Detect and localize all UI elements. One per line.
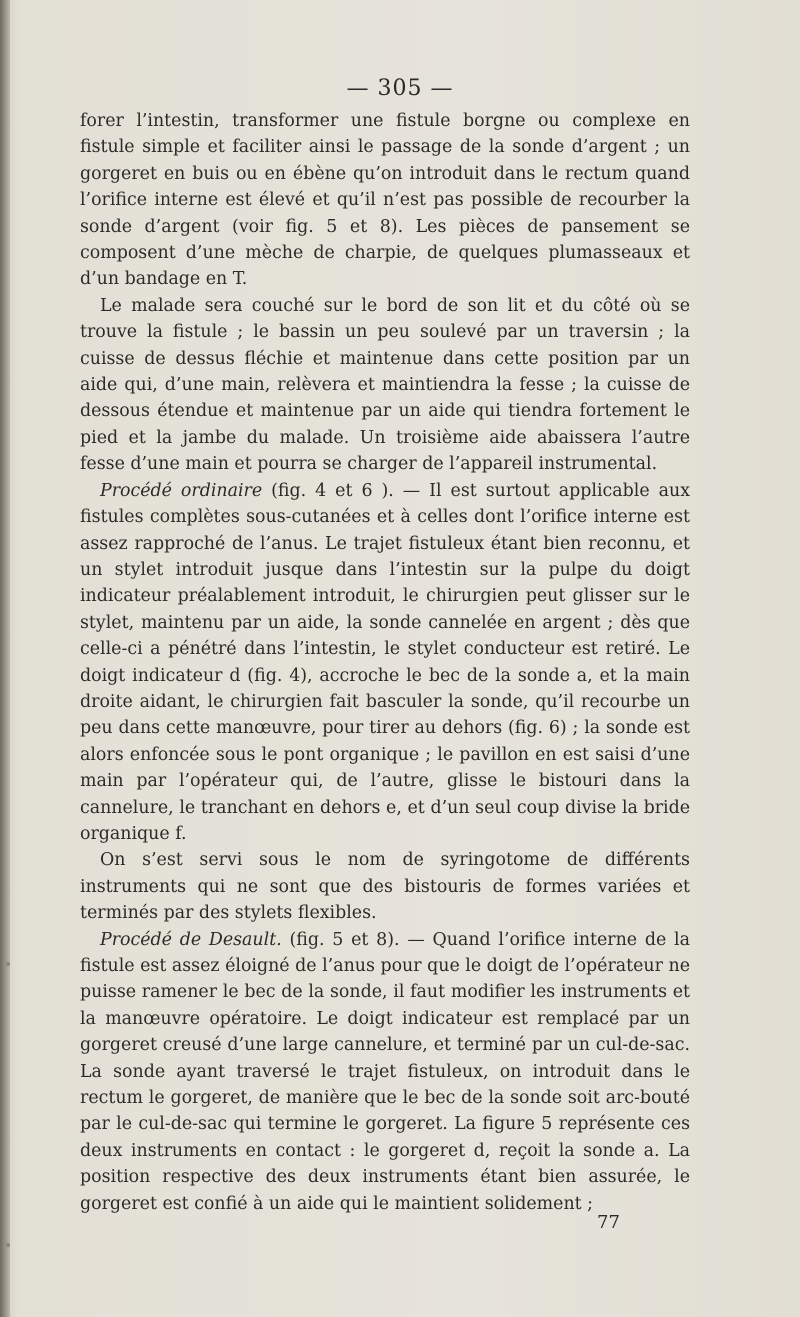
paragraph <box>80 478 690 848</box>
paragraph-text: (fig. 4 et 6 ). — Il est surtout applicable aux fistules complètes sous-cutanées et à celles dont l’orifice interne est assez rapproché de l’anus. Le trajet fistuleux étant bien reconnu, et un stylet introduit jusque dans l’intestin sur la pulpe du doigt indicateur préalablement introduit, le chirurgien peut glisser sur le stylet, maintenu par un aide, la sonde cannelée en argent ; dès que celle-ci a pénétré dans l’intestin, le stylet conducteur est retiré. Le doigt indicateur d (fig. 4), accroche le bec de la sonde a, et la main droite aidant, le chirurgien fait basculer la sonde, qu’il recourbe un peu dans cette manœuvre, pour tirer au dehors (fig. 6) ; la sonde est alors enfoncée sous le pont organique ; le pavillon en est saisi d’une main par l’opérateur qui, de l’autre, glisse le bistouri dans la cannelure, le tranchant en dehors e, et d’un seul coup divise la bride organique f. <box>80 480 690 844</box>
paragraph: On s’est servi sous le nom de syringotome de différents instruments qui ne sont que des bistouris de formes variées et terminés par des stylets flexibles. <box>80 850 690 924</box>
paragraph <box>80 927 690 1217</box>
page-number-header: — 305 — <box>346 76 454 101</box>
section-lead: Procédé de Desault. <box>100 929 282 950</box>
page-edge <box>0 0 10 1317</box>
signature-mark: 77 <box>597 1212 620 1233</box>
section-lead: Procédé ordinaire <box>100 480 263 501</box>
paragraph: forer l’intestin, transformer une fistule borgne ou complexe en fistule simple et faciliter ainsi le passage de la sonde d’argent ; un gorgeret en buis ou en ébène qu’on introduit dans le rectum quand l’orifice interne est élevé et qu’il n’est pas possible de recourber la sonde d’argent (voir fig. 5 et 8). Les pièces de pansement se composent d’une mèche de charpie, de quelques plumasseaux et d’un bandage en T. <box>80 111 690 290</box>
page-speck <box>6 1243 10 1247</box>
page-speck <box>6 962 10 966</box>
paragraph: Le malade sera couché sur le bord de son lit et du côté où se trouve la fistule ; le bassin un peu soulevé par un traversin ; la cuisse de dessus fléchie et maintenue dans cette position par un aide qui, d’une main, relèvera et maintiendra la fesse ; la cuisse de dessous étendue et maintenue par un aide qui tiendra fortement le pied et la jambe du malade. Un troisième aide abaissera l’autre fesse d’une main et pourra se charger de l’appareil instrumental. <box>80 295 690 475</box>
paragraph-text: (fig. 5 et 8). — Quand l’orifice interne de la fistule est assez éloigné de l’anus pour que le doigt de l’opérateur ne puisse ramener le bec de la sonde, il faut modifier les instruments et la manœuvre opératoire. Le doigt indicateur est remplacé par un gorgeret creusé d’une large cannelure, et terminé par un cul-de-sac. La sonde ayant traversé le trajet fistuleux, on introduit dans le rectum le gorgeret, de manière que le bec de la sonde soit arc-bouté par le cul-de-sac qui termine le gorgeret. La figure 5 représente ces deux instruments en contact : le gorgeret d, reçoit la sonde a. La position respective des deux instruments étant bien assurée, le gorgeret est confié à un aide qui le maintient solidement ; <box>80 929 690 1214</box>
body-text <box>80 108 690 1217</box>
